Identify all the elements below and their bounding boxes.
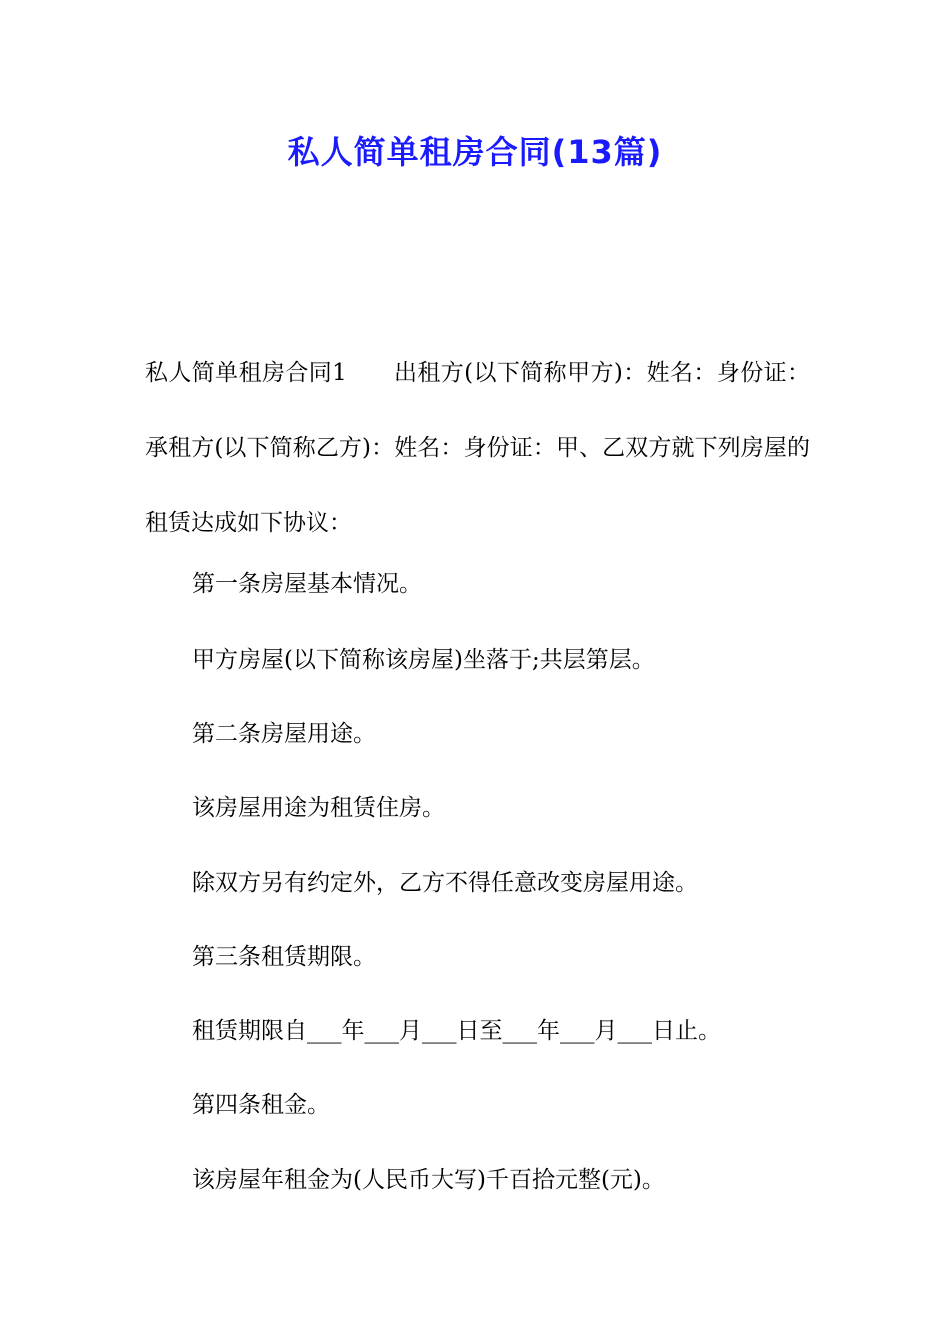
paragraph-1: 第一条房屋基本情况。 [192,571,422,597]
paragraph-7: 租赁期限自___年___月___日至___年___月___日止。 [192,1018,721,1044]
paragraph-4: 该房屋用途为租赁住房。 [192,795,445,821]
paragraph-8: 第四条租金。 [192,1092,330,1118]
paragraph-6: 第三条租赁期限。 [192,944,376,970]
paragraph-9: 该房屋年租金为(人民币大写)千百拾元整(元)。 [192,1167,665,1193]
paragraph-3: 第二条房屋用途。 [192,721,376,747]
paragraph-5: 除双方另有约定外，乙方不得任意改变房屋用途。 [192,870,698,896]
document-title: 私人简单租房合同(13篇) [287,133,663,171]
intro-paragraph: 私人简单租房合同1 出租方(以下简称甲方)：姓名：身份证：承租方(以下简称乙方)：姓名：身份证：甲、乙双方就下列房屋的租赁达成如下协议： [145,360,810,536]
paragraph-2: 甲方房屋(以下简称该房屋)坐落于;共层第层。 [192,647,655,673]
